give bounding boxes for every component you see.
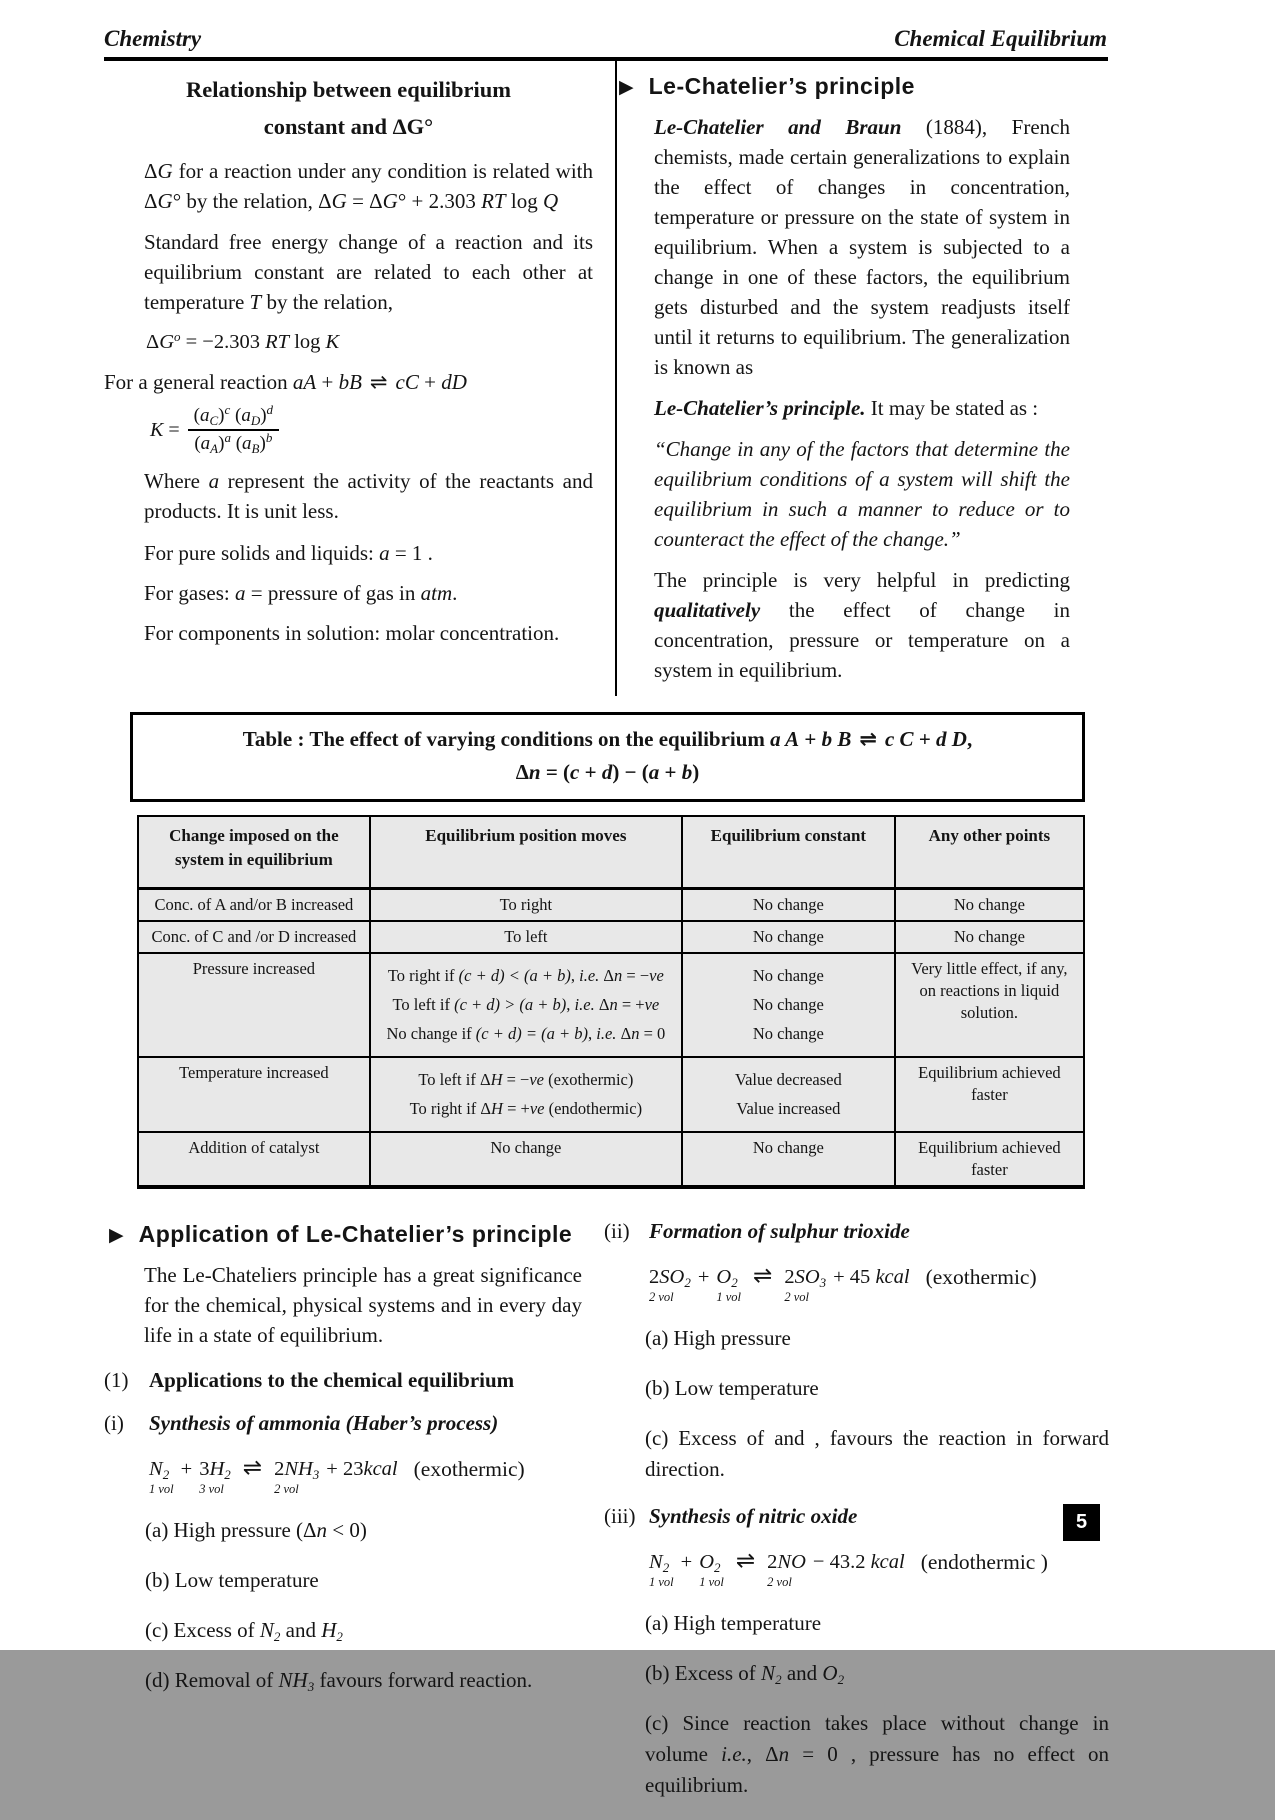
term-volume: 2 vol [767,1575,792,1589]
para-principle-quote: “Change in any of the factors that determine the equilibrium conditions of a system will shift the equilibrium in such a manner to reduce or to counteract the effect of the change.” [654,437,1070,551]
term-formula: $2NH_3$ [274,1458,320,1482]
k-numerator: $(a_C)^c$ $(a_D)^d$ [193,402,274,428]
table-title-box [130,712,1085,802]
option-c: (c) Excess of and , favours the reaction in forward direction. [645,1426,1109,1481]
table-row [138,921,1084,953]
triangle-bullet-icon: ▶ [619,76,634,98]
equation-term [199,1456,231,1496]
term-formula: $2SO_3$ [784,1266,827,1290]
term-volume: 2 vol [274,1482,299,1496]
k-equals: K = [150,418,180,441]
item-number: (i) [104,1411,124,1435]
term-formula: $2SO_2$ [649,1266,691,1290]
left-section-heading [104,71,593,145]
haber-equation [149,1456,582,1496]
para-application: The Le-Chateliers principle has a great significance for the chemical, physical systems and in every day life in a state of equilibrium. [144,1263,582,1347]
para-principle-helpful: The principle is very helpful in predicting qualitatively the effect of change in concentration, pressure or temperature on a system in equilibrium. [654,568,1070,682]
cell-other: Equilibrium achieved faster [895,1132,1084,1187]
equation-term [767,1549,806,1589]
option-b: (b) Low temperature [145,1568,319,1592]
cell-constant [682,953,895,1057]
option-a: (a) High temperature [645,1611,822,1635]
equilibrium-arrow-icon: ⇌ [735,1548,756,1574]
col-header-position: Equilibrium position moves [370,816,682,889]
item-number: (ii) [604,1219,630,1243]
header-chapter: Chemical Equilibrium [894,26,1107,51]
line-solution: For components in solution: molar concentration. [144,621,560,645]
line-gases: For gases: a = pressure of gas in atm. [144,581,458,605]
left-column [104,61,617,696]
bottom-left-column [104,1213,604,1820]
term-formula: + 45 kcal [833,1266,910,1288]
item-number: (1) [104,1368,129,1392]
item-label: Synthesis of nitric oxide [649,1504,858,1528]
cell-other: Very little effect, if any, on reactions in liquid solution. [895,953,1084,1057]
k-denominator: $(a_A)^a$ $(a_B)^b$ [188,429,279,455]
option-a: (a) High pressure (Δn < 0) [145,1518,367,1542]
cell-other: No change [895,889,1084,922]
term-formula: $3H_2$ [199,1458,231,1482]
line-pure-solids: For pure solids and liquids: a = 1 . [144,541,433,565]
table-row [138,953,1084,1057]
plus-sign: + [697,1266,710,1288]
equation-term [716,1264,741,1304]
triangle-bullet-icon: ▶ [109,1224,124,1246]
table-row [138,1057,1084,1132]
col-header-other: Any other points [895,816,1084,889]
cell-change: Conc. of C and /or D increased [138,921,370,953]
bottom-right-column [604,1213,1109,1820]
term-volume: 1 vol [149,1482,174,1496]
option-a: (a) High pressure [645,1326,791,1350]
plus-sign: + [180,1458,193,1480]
equation-term [813,1549,905,1575]
equation-note: (endothermic ) [920,1550,1048,1574]
lechatelier-heading [619,73,1070,100]
cell-other: Equilibrium achieved faster [895,1057,1084,1132]
equation-note: (exothermic) [925,1265,1037,1289]
application-heading-label: Application of Le-Chatelier’s principle [138,1221,573,1247]
cell-change: Addition of catalyst [138,1132,370,1187]
equation-term [784,1264,826,1304]
cell-line: Value decreased [734,1070,842,1089]
term-formula: $O_2$ [716,1266,738,1290]
cell-line: No change [752,995,824,1014]
cell-constant [682,1057,895,1132]
equation-note: (exothermic) [413,1457,525,1481]
sulphur-trioxide-equation [649,1264,1109,1304]
heading-line-1: Relationship between equilibrium [185,77,512,102]
cell-line: No change if (c + d) = (a + b), i.e. Δn = 0 [386,1024,666,1043]
item-label: Applications to the chemical equilibrium [149,1368,515,1392]
lechatelier-heading-label: Le-Chatelier’s principle [648,73,915,99]
cell-line: To right if ΔH = +ve (endothermic) [409,1099,643,1118]
table-row [138,889,1084,922]
right-column [617,61,1070,696]
equilibrium-constant-expression [150,402,593,456]
option-b: (b) Low temperature [645,1376,819,1400]
item-synthesis-ammonia [104,1411,582,1436]
table-title-line-1: Table : The effect of varying conditions on the equilibrium a A + b B ⇌ c C + d D, [242,727,973,751]
formula-deltaG-standard: $\Delta G^o = -2.303$ RT log K [146,329,340,353]
term-volume: 1 vol [649,1575,674,1589]
term-volume: 2 vol [649,1290,674,1304]
col-header-change: Change imposed on the system in equilibrium [138,816,370,889]
cell-position: To right [370,889,682,922]
equation-term [649,1549,674,1589]
term-volume: 1 vol [699,1575,724,1589]
term-volume: 3 vol [199,1482,224,1496]
equilibrium-effects-table [137,815,1085,1189]
cell-position: No change [370,1132,682,1187]
term-volume: 2 vol [784,1290,809,1304]
para-lechatelier-braun: Le-Chatelier and Braun (1884), French chemists, made certain generalizations to explain the effect of changes in concentration, temperature or pressure on the state of system in equilibrium. When a system is subjected to a change in one of these factors, the equilibrium gets disturbed and the system readjusts itself until it returns to equilibrium. The generalization is known as [654,115,1070,379]
equation-term [274,1456,319,1496]
item-label: Synthesis of ammonia (Haber’s process) [149,1411,499,1435]
option-c: (c) Excess of $N_2$ and $H_2$ [145,1618,343,1644]
general-reaction-line: For a general reaction aA + bB ⇌ cC + dD [104,370,467,394]
cell-position: To left [370,921,682,953]
col-header-constant: Equilibrium constant [682,816,895,889]
equation-term [699,1549,724,1589]
k-fraction [188,402,279,456]
term-formula: $N_2$ [649,1551,670,1575]
equation-term [649,1264,691,1304]
item-label: Formation of sulphur trioxide [649,1219,910,1243]
cell-constant: No change [682,921,895,953]
cell-line: To right if (c + d) < (a + b), i.e. Δn = −ve [387,966,664,985]
term-volume: 1 vol [716,1290,742,1304]
cell-line: Value increased [736,1099,841,1118]
para-principle-stated: Le-Chatelier’s principle. It may be stated as : [654,396,1039,420]
application-heading [109,1221,582,1248]
plus-sign: + [680,1551,693,1573]
cell-line: To left if ΔH = −ve (exothermic) [418,1070,634,1089]
cell-constant: No change [682,1132,895,1187]
para-deltaG-relation: ΔG for a reaction under any condition is related with ΔG° by the relation, ΔG = ΔG° + 2.303 RT log Q [144,159,593,213]
item-sulphur-trioxide [604,1219,1109,1244]
cell-change: Conc. of A and/or B increased [138,889,370,922]
page-number-badge: 5 [1063,1504,1100,1541]
cell-line: To left if (c + d) > (a + b), i.e. Δn = +ve [392,995,660,1014]
term-formula: $O_2$ [699,1551,721,1575]
option-d: (d) Removal of $NH_3$ favours forward reaction. [145,1668,533,1694]
term-formula: $N_2$ [149,1458,170,1482]
cell-change: Pressure increased [138,953,370,1057]
equilibrium-arrow-icon: ⇌ [753,1263,773,1289]
cell-other: No change [895,921,1084,953]
top-columns [0,61,1275,696]
equation-term [149,1456,174,1496]
cell-change: Temperature increased [138,1057,370,1132]
term-formula: − 43.2 kcal [812,1551,905,1573]
item-applications [104,1368,582,1393]
term-formula: + 23kcal [326,1458,398,1480]
equation-term [833,1264,909,1290]
table-row [138,1132,1084,1187]
equation-term [326,1456,397,1482]
para-std-free-energy: Standard free energy change of a reaction and its equilibrium constant are related to each other at temperature T by the relation, [144,230,593,314]
item-number: (iii) [604,1504,636,1528]
cell-line: No change [752,966,824,985]
equilibrium-arrow-icon: ⇌ [242,1455,263,1481]
table-header-row [138,816,1084,889]
cell-position [370,953,682,1057]
para-activity: Where a represent the activity of the reactants and products. It is unit less. [144,469,593,523]
table-title-line-2: Δn = (c + d) − (a + b) [515,760,700,784]
nitric-oxide-equation [649,1549,1109,1589]
item-nitric-oxide [604,1504,1109,1529]
option-b: (b) Excess of $N_2$ and $O_2$ [645,1661,845,1687]
option-c: (c) Since reaction takes place without change in volume i.e., Δn = 0 , pressure has no effect on equilibrium. [645,1711,1109,1797]
cell-position [370,1057,682,1132]
page-header [0,0,1275,52]
header-subject: Chemistry [104,26,202,51]
term-formula: 2NO [767,1551,806,1573]
cell-constant: No change [682,889,895,922]
cell-line: No change [752,1024,824,1043]
heading-line-2: constant and ΔG° [263,114,434,139]
